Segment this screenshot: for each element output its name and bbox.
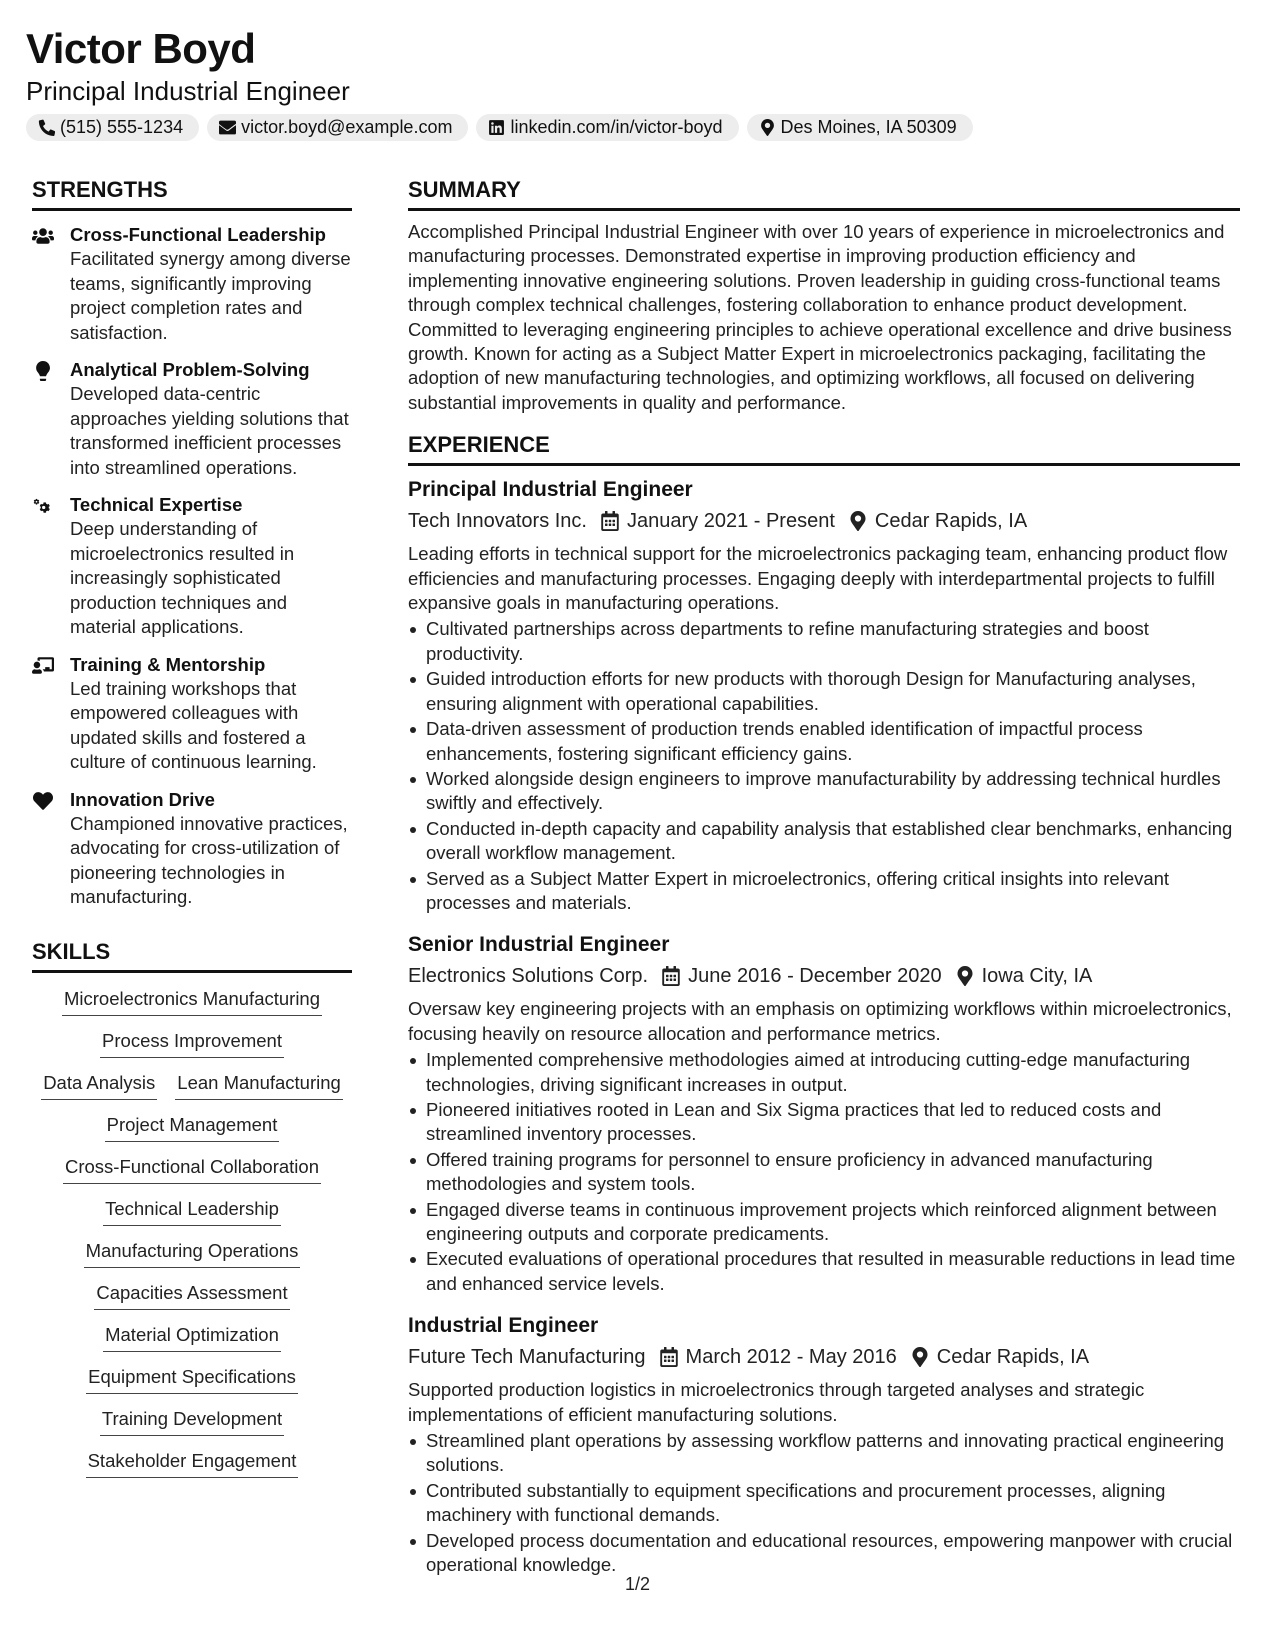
skill-tag: Data Analysis [41, 1071, 157, 1100]
right-column [408, 176, 1240, 1578]
job-meta [408, 961, 1240, 991]
job-bullet: Offered training programs for personnel to ensure proficiency in advanced manufacturing methodologies and system tools. [408, 1148, 1240, 1197]
job-meta [408, 1342, 1240, 1372]
job-description: Oversaw key engineering projects with an emphasis on optimizing workflows within microelectronics, focusing heavily on resource allocation and performance metrics. [408, 998, 1232, 1044]
contact-bar [26, 114, 1226, 141]
job-company: Tech Innovators Inc. [408, 510, 587, 533]
job-bullet: Executed evaluations of operational procedures that resulted in measurable reductions in lead time and enhanced service levels. [408, 1247, 1240, 1296]
users-icon [32, 226, 54, 246]
skill-tag: Stakeholder Engagement [86, 1449, 299, 1478]
skill-tag: Microelectronics Manufacturing [62, 987, 322, 1016]
skill-tag: Training Development [100, 1407, 284, 1436]
job-bullets [408, 1048, 1240, 1296]
strength-desc: Deep understanding of microelectronics resulted in increasingly sophisticated production techniques and material applications. [70, 518, 295, 637]
lightbulb-icon [32, 361, 54, 381]
job-company: Electronics Solutions Corp. [408, 965, 649, 988]
strength-title: Innovation Drive [70, 788, 215, 810]
job-title: Senior Industrial Engineer [408, 933, 670, 957]
job-entry [408, 1312, 1240, 1577]
experience-heading: EXPERIENCE [408, 431, 1240, 466]
strength-item [32, 653, 352, 775]
summary-text: Accomplished Principal Industrial Engineer with over 10 years of experience in microelectronics and manufacturing processes. Demonstrated expertise in improving production efficiency and implementing innovative engineering solutions. Proven leadership in guiding cross-functional teams through complex technical challenges, fostering collaboration to enhance product development. Committed to leveraging engineering principles to achieve operational excellence and drive business growth. Known for acting as a Subject Matter Expert in microelectronics packaging, facilitating the adoption of new manufacturing technologies, and optimizing workflows, all focused on delivering substantial improvements in quality and performance. [408, 221, 1232, 413]
job-bullet: Conducted in-depth capacity and capability analysis that established clear benchmarks, enhancing overall workflow management. [408, 817, 1240, 866]
strength-desc: Led training workshops that empowered colleagues with updated skills and fostered a culture of continuous learning. [70, 677, 317, 772]
job-entry [408, 476, 1240, 915]
contact-phone[interactable] [26, 114, 199, 141]
page-number: 1/2 [624, 1574, 651, 1594]
job-location: Cedar Rapids, IA [874, 510, 1028, 533]
contact-email-text: victor.boyd@example.com [241, 117, 453, 137]
job-meta [408, 506, 1240, 536]
strength-title: Cross-Functional Leadership [70, 224, 326, 245]
strength-item [32, 358, 352, 480]
strength-item [32, 493, 352, 640]
contact-location-text: Des Moines, IA 50309 [780, 117, 957, 137]
job-bullet: Contributed substantially to equipment specifications and procurement processes, aligning machinery with functional demands. [408, 1479, 1240, 1528]
skill-tag: Cross-Functional Collaboration [63, 1155, 321, 1184]
job-title: Industrial Engineer [408, 1314, 599, 1338]
skill-tag: Process Improvement [100, 1029, 284, 1058]
strength-title: Analytical Problem-Solving [70, 359, 310, 380]
job-bullet: Data-driven assessment of production trends enabled identification of impactful process enhancements, fostering significant efficiency gains. [408, 717, 1240, 766]
candidate-name: Victor Boyd [26, 25, 256, 72]
strength-desc: Championed innovative practices, advocating for cross-utilization of pioneering technologies in manufacturing. [70, 812, 348, 907]
job-bullet: Streamlined plant operations by assessing workflow patterns and innovating practical engineering solutions. [408, 1429, 1240, 1478]
job-title: Principal Industrial Engineer [408, 478, 693, 502]
summary-heading: SUMMARY [408, 176, 1240, 211]
contact-location [747, 114, 973, 141]
map-marker-icon [911, 1347, 929, 1367]
strength-item [32, 788, 352, 910]
gears-icon [32, 496, 54, 516]
job-description: Supported production logistics in microelectronics through targeted analyses and strategic implementations of efficient manufacturing solutions. [408, 1379, 1145, 1425]
map-marker-icon [759, 119, 776, 136]
job-bullet: Served as a Subject Matter Expert in microelectronics, offering critical insights into relevant processes and materials. [408, 867, 1240, 916]
job-bullets [408, 617, 1240, 915]
contact-linkedin[interactable] [476, 114, 738, 141]
map-marker-icon [849, 511, 867, 531]
job-bullets [408, 1429, 1240, 1577]
contact-email[interactable] [207, 114, 468, 141]
job-dates: June 2016 - December 2020 [688, 965, 942, 988]
strength-title: Technical Expertise [70, 494, 243, 515]
job-company: Future Tech Manufacturing [408, 1346, 646, 1369]
phone-icon [38, 119, 55, 136]
calendar-icon [660, 1347, 678, 1367]
strength-title: Training & Mentorship [70, 653, 266, 675]
calendar-icon [662, 966, 680, 986]
skill-tag: Equipment Specifications [86, 1365, 298, 1394]
strengths-list [32, 223, 352, 910]
skill-tag: Manufacturing Operations [84, 1239, 301, 1268]
envelope-icon [219, 119, 236, 136]
skills-heading: SKILLS [32, 938, 352, 973]
skill-tag: Lean Manufacturing [175, 1071, 343, 1100]
contact-linkedin-text: linkedin.com/in/victor-boyd [510, 117, 723, 137]
chalkboard-teacher-icon [32, 656, 54, 676]
skill-tag: Technical Leadership [103, 1197, 281, 1226]
job-bullet: Engaged diverse teams in continuous improvement projects which reinforced alignment between engineering outputs and corporate predicaments. [408, 1198, 1240, 1247]
strengths-heading: STRENGTHS [32, 176, 352, 211]
skill-tag: Material Optimization [103, 1323, 281, 1352]
skill-tag: Capacities Assessment [94, 1281, 289, 1310]
linkedin-icon [488, 119, 505, 136]
map-marker-icon [956, 966, 974, 986]
job-location: Iowa City, IA [981, 965, 1093, 988]
job-bullet: Worked alongside design engineers to improve manufacturability by addressing technical hurdles swiftly and effectively. [408, 767, 1240, 816]
job-bullet: Implemented comprehensive methodologies aimed at introducing cutting-edge manufacturing technologies, driving significant increases in output. [408, 1048, 1240, 1097]
strength-desc: Facilitated synergy among diverse teams, significantly improving project completion rates and satisfaction. [70, 248, 351, 343]
contact-phone-text: (515) 555-1234 [60, 117, 184, 137]
job-bullet: Developed process documentation and educational resources, empowering manpower with crucial operational knowledge. [408, 1529, 1240, 1578]
job-dates: March 2012 - May 2016 [685, 1346, 897, 1369]
resume-header [26, 22, 1226, 141]
skill-tag: Project Management [105, 1113, 280, 1142]
job-bullet: Cultivated partnerships across departments to refine manufacturing strategies and boost productivity. [408, 617, 1240, 666]
job-bullet: Guided introduction efforts for new products with thorough Design for Manufacturing analyses, ensuring alignment with operational capabilities. [408, 667, 1240, 716]
job-description: Leading efforts in technical support for the microelectronics packaging team, enhancing product flow efficiencies and manufacturing processes. Engaging deeply with interdepartmental projects to fulfill expansive goals in manufacturing operations. [408, 543, 1228, 614]
strength-desc: Developed data-centric approaches yielding solutions that transformed inefficient processes into streamlined operations. [70, 383, 349, 478]
job-entry [408, 931, 1240, 1296]
left-column [32, 176, 352, 1478]
job-bullet: Pioneered initiatives rooted in Lean and Six Sigma practices that led to reduced costs and streamlined inventory processes. [408, 1098, 1240, 1147]
strength-item [32, 223, 352, 345]
heart-icon [32, 791, 54, 811]
skills-list [32, 987, 352, 1478]
job-location: Cedar Rapids, IA [936, 1346, 1090, 1369]
candidate-headline: Principal Industrial Engineer [26, 76, 350, 106]
job-dates: January 2021 - Present [626, 510, 835, 533]
calendar-icon [601, 511, 619, 531]
